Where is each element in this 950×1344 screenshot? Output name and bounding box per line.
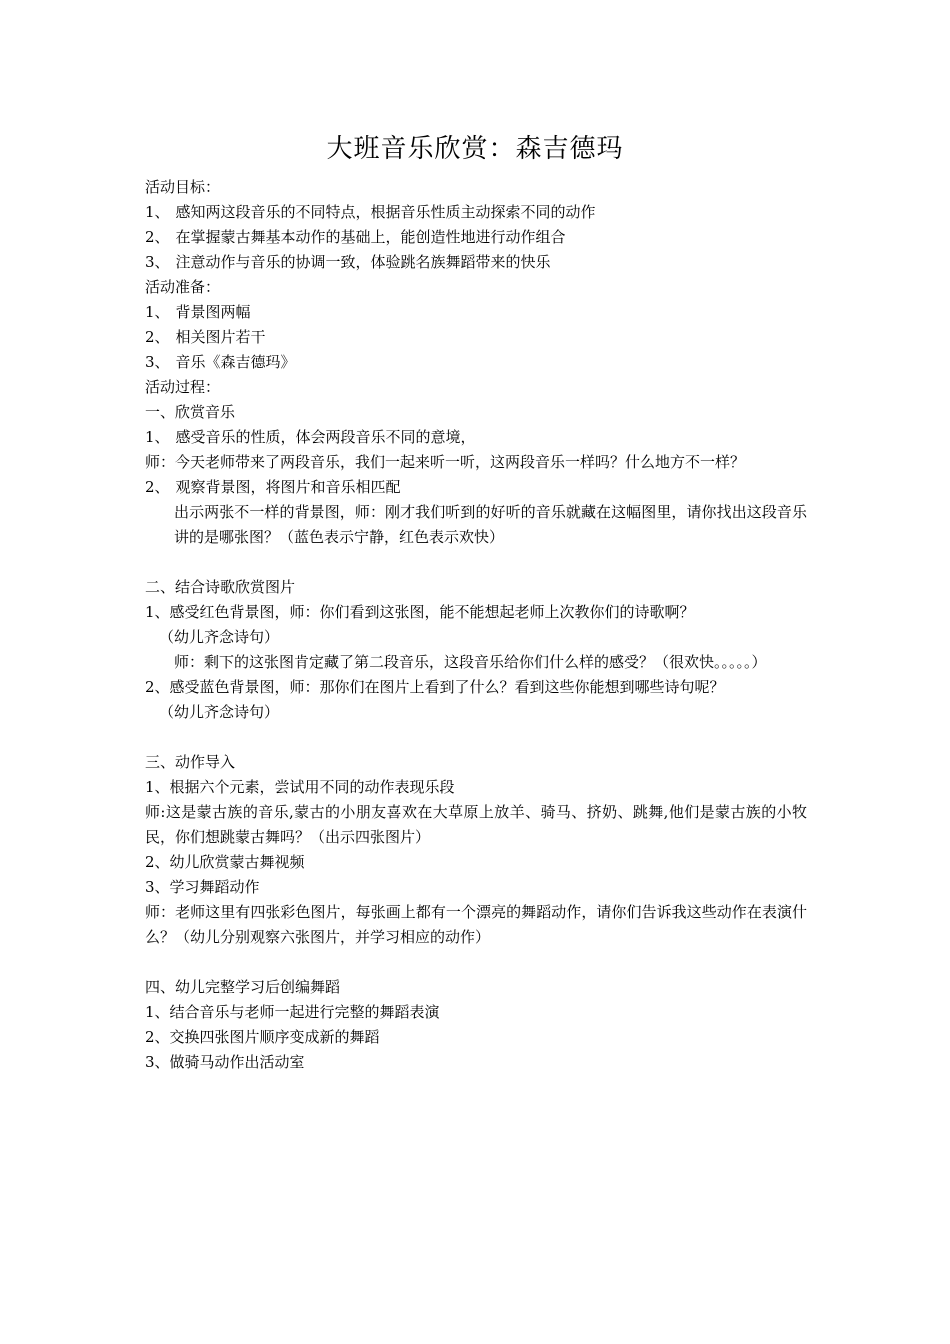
goal-item: 1、 感知两这段音乐的不同特点，根据音乐性质主动探索不同的动作 bbox=[145, 203, 596, 221]
document-body bbox=[145, 175, 807, 1075]
blank-line bbox=[145, 550, 807, 575]
section-2-heading: 二、结合诗歌欣赏图片 bbox=[145, 578, 296, 596]
blank-line bbox=[145, 950, 807, 975]
section-2-item-2-reply: （幼儿齐念诗句） bbox=[159, 703, 280, 721]
prep-item: 3、 音乐《森吉德玛》 bbox=[145, 353, 296, 371]
section-4-item-1: 1、结合音乐与老师一起进行完整的舞蹈表演 bbox=[145, 1003, 440, 1021]
section-1-item-1: 1、 感受音乐的性质，体会两段音乐不同的意境， bbox=[145, 428, 476, 446]
section-1-item-2: 2、 观察背景图，将图片和音乐相匹配 bbox=[145, 478, 401, 496]
process-heading: 活动过程： bbox=[145, 378, 221, 396]
prep-item: 1、 背景图两幅 bbox=[145, 303, 251, 321]
section-2-item-1-reply: （幼儿齐念诗句） bbox=[159, 628, 280, 646]
section-2-item-1: 1、感受红色背景图，师：你们看到这张图，能不能想起老师上次教你们的诗歌啊？ bbox=[145, 603, 695, 621]
goal-item: 3、 注意动作与音乐的协调一致，体验跳名族舞蹈带来的快乐 bbox=[145, 253, 551, 271]
section-3-item-3-teacher-line: 师：老师这里有四张彩色图片，每张画上都有一个漂亮的舞蹈动作，请你们告诉我这些动作在表演什么？（幼儿分别观察六张图片，并学习相应的动作） bbox=[145, 903, 807, 946]
section-1-item-2-detail: 出示两张不一样的背景图，师：刚才我们听到的好听的音乐就藏在这幅图里，请你找出这段音乐讲的是哪张图？（蓝色表示宁静，红色表示欢快） bbox=[174, 503, 807, 546]
section-2-item-2: 2、感受蓝色背景图，师：那你们在图片上看到了什么？看到这些你能想到哪些诗句呢？ bbox=[145, 678, 725, 696]
section-3-item-1: 1、根据六个元素，尝试用不同的动作表现乐段 bbox=[145, 778, 455, 796]
section-3-item-3: 3、学习舞蹈动作 bbox=[145, 878, 260, 896]
section-3-teacher-line: 师:这是蒙古族的音乐,蒙古的小朋友喜欢在大草原上放羊、骑马、挤奶、跳舞,他们是蒙古族的小牧民，你们想跳蒙古舞吗？（出示四张图片） bbox=[145, 803, 807, 846]
blank-line bbox=[145, 725, 807, 750]
section-3-heading: 三、动作导入 bbox=[145, 753, 236, 771]
document-title: 大班音乐欣赏：森吉德玛 bbox=[326, 134, 624, 164]
goal-item: 2、 在掌握蒙古舞基本动作的基础上，能创造性地进行动作组合 bbox=[145, 228, 566, 246]
prep-heading: 活动准备： bbox=[145, 278, 221, 296]
section-3-item-2: 2、幼儿欣赏蒙古舞视频 bbox=[145, 853, 305, 871]
section-1-teacher-line: 师：今天老师带来了两段音乐，我们一起来听一听，这两段音乐一样吗？什么地方不一样？ bbox=[145, 453, 746, 471]
section-4-item-3: 3、做骑马动作出活动室 bbox=[145, 1053, 305, 1071]
prep-item: 2、 相关图片若干 bbox=[145, 328, 266, 346]
section-4-item-2: 2、交换四张图片顺序变成新的舞蹈 bbox=[145, 1028, 380, 1046]
section-2-teacher-line: 师：剩下的这张图肯定藏了第二段音乐，这段音乐给你们什么样的感受？（很欢快。。。。。） bbox=[174, 653, 767, 671]
goals-heading: 活动目标： bbox=[145, 178, 221, 196]
section-4-heading: 四、幼儿完整学习后创编舞蹈 bbox=[145, 978, 341, 996]
section-1-heading: 一、欣赏音乐 bbox=[145, 403, 236, 421]
